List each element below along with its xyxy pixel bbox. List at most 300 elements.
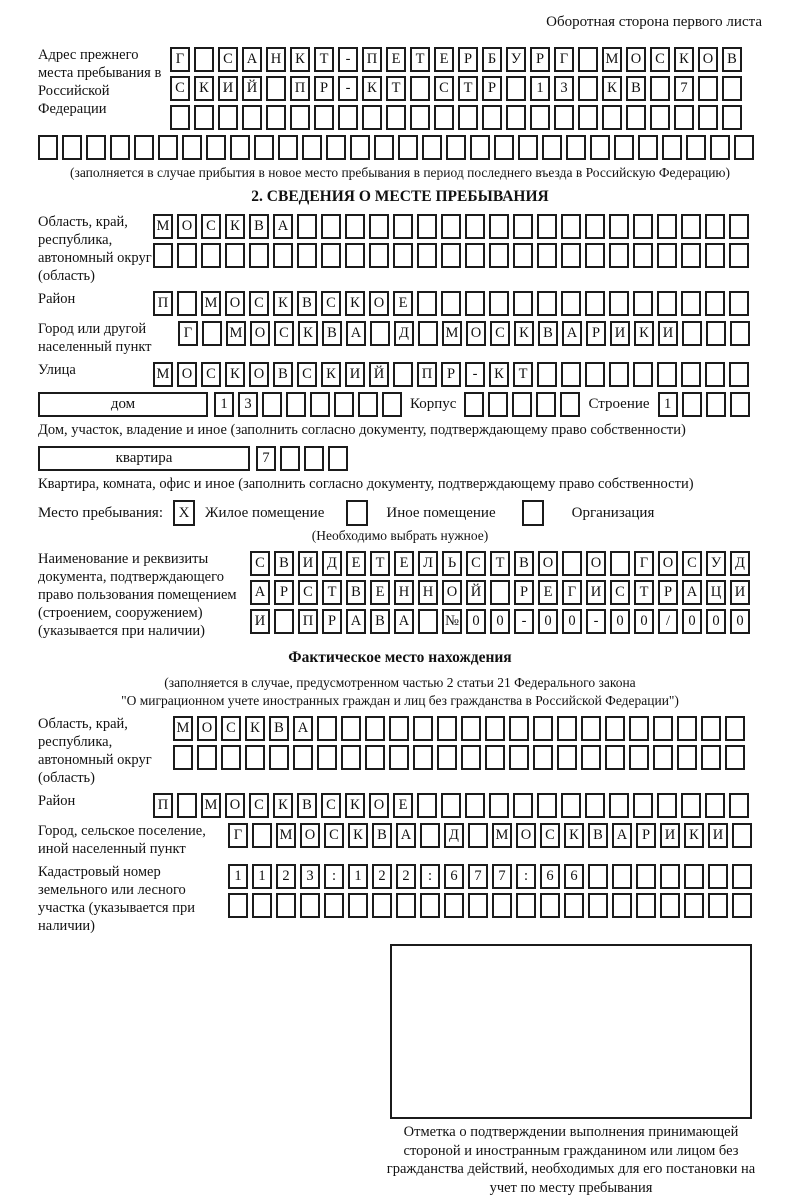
- char-cell: [684, 893, 704, 918]
- char-cell: [657, 793, 677, 818]
- char-cell: [341, 745, 361, 770]
- cadastral-label: Кадастровый номер земельного или лесного участка (указывается при наличии): [38, 864, 195, 935]
- char-cell: С: [249, 793, 269, 818]
- char-cell: [561, 243, 581, 268]
- char-cell: [417, 793, 437, 818]
- street-line: [38, 362, 762, 387]
- char-cell: [578, 105, 598, 130]
- char-cell: [612, 893, 632, 918]
- char-cell: [410, 76, 430, 101]
- char-cell: [134, 135, 154, 160]
- char-cell: [530, 105, 550, 130]
- char-cell: А: [346, 609, 366, 634]
- char-cell: [302, 135, 322, 160]
- char-cell: С: [682, 551, 702, 576]
- char-cell: [533, 716, 553, 741]
- char-row-korpus: [464, 392, 580, 417]
- char-cell: [542, 135, 562, 160]
- char-cell: [660, 864, 680, 889]
- char-cell: :: [516, 864, 536, 889]
- char-cell: [682, 392, 702, 417]
- char-cell: [609, 214, 629, 239]
- char-cell: -: [586, 609, 606, 634]
- char-cell: К: [674, 47, 694, 72]
- char-cell: [345, 243, 365, 268]
- char-cell: К: [290, 47, 310, 72]
- char-cell: С: [201, 362, 221, 387]
- char-cell: [396, 893, 416, 918]
- char-cell: [334, 392, 354, 417]
- char-cell: [537, 291, 557, 316]
- char-cell: Г: [178, 321, 198, 346]
- char-cell: Д: [730, 551, 750, 576]
- char-cell: 1: [214, 392, 234, 417]
- residence-checkbox-dwelling: X: [173, 500, 195, 526]
- char-cell: [554, 105, 574, 130]
- char-cell: М: [442, 321, 462, 346]
- char-cell: [485, 745, 505, 770]
- actual-city-line: [38, 823, 762, 859]
- char-cell: П: [362, 47, 382, 72]
- char-cell: [605, 745, 625, 770]
- char-cell: [581, 716, 601, 741]
- char-cell: [252, 893, 272, 918]
- char-cell: М: [173, 716, 193, 741]
- char-cell: [177, 243, 197, 268]
- cadastral-line: [38, 864, 762, 936]
- char-cell: Т: [314, 47, 334, 72]
- house-line: [38, 392, 762, 417]
- char-cell: С: [170, 76, 190, 101]
- char-cell: 1: [252, 864, 272, 889]
- char-cell: [489, 793, 509, 818]
- region-label: Область, край, республика, автономный округ (область): [38, 214, 152, 285]
- char-cell: С: [466, 551, 486, 576]
- char-cell: [657, 362, 677, 387]
- char-cell: [262, 392, 282, 417]
- page-title: Оборотная сторона первого листа: [546, 14, 762, 30]
- char-cell: [729, 793, 749, 818]
- char-cell: [372, 893, 392, 918]
- char-row-document-1: [250, 551, 750, 576]
- residence-type-line: [38, 500, 762, 526]
- char-cell: [705, 362, 725, 387]
- char-cell: Г: [228, 823, 248, 848]
- char-cell: [218, 105, 238, 130]
- char-cell: А: [394, 609, 414, 634]
- char-cell: [706, 392, 726, 417]
- residence-checkbox-organization: [522, 500, 544, 526]
- char-cell: Е: [370, 580, 390, 605]
- char-cell: [730, 321, 750, 346]
- char-cell: Т: [458, 76, 478, 101]
- char-cell: 0: [610, 609, 630, 634]
- char-cell: [465, 243, 485, 268]
- char-cell: [389, 716, 409, 741]
- char-cell: В: [297, 793, 317, 818]
- char-cell: [382, 392, 402, 417]
- char-cell: [230, 135, 250, 160]
- char-cell: №: [442, 609, 462, 634]
- char-cell: [537, 214, 557, 239]
- char-cell: Р: [514, 580, 534, 605]
- char-cell: 7: [468, 864, 488, 889]
- char-cell: [677, 745, 697, 770]
- korpus-label: Корпус: [410, 396, 457, 412]
- char-cell: И: [660, 823, 680, 848]
- district-line: [38, 291, 762, 316]
- char-cell: Р: [274, 580, 294, 605]
- char-row-street: [153, 362, 749, 387]
- char-cell: [602, 105, 622, 130]
- char-cell: О: [466, 321, 486, 346]
- char-cell: [509, 716, 529, 741]
- char-cell: [653, 716, 673, 741]
- char-cell: [422, 135, 442, 160]
- char-cell: :: [324, 864, 344, 889]
- char-cell: [461, 745, 481, 770]
- char-cell: -: [338, 76, 358, 101]
- char-cell: [177, 291, 197, 316]
- char-cell: [437, 745, 457, 770]
- char-cell: [730, 392, 750, 417]
- char-cell: [434, 105, 454, 130]
- char-cell: К: [273, 291, 293, 316]
- char-cell: [386, 105, 406, 130]
- char-cell: П: [298, 609, 318, 634]
- char-cell: О: [177, 362, 197, 387]
- char-cell: М: [276, 823, 296, 848]
- char-cell: [722, 76, 742, 101]
- char-row-stroenie: [658, 392, 750, 417]
- char-cell: С: [274, 321, 294, 346]
- char-cell: [293, 745, 313, 770]
- char-cell: [725, 745, 745, 770]
- char-cell: [516, 893, 536, 918]
- char-cell: К: [225, 362, 245, 387]
- char-cell: М: [201, 291, 221, 316]
- char-cell: [657, 243, 677, 268]
- char-cell: А: [293, 716, 313, 741]
- house-note: Дом, участок, владение и иное (заполнить согласно документу, подтверждающему право собственности): [38, 422, 686, 438]
- char-cell: [314, 105, 334, 130]
- char-cell: [420, 823, 440, 848]
- char-cell: А: [396, 823, 416, 848]
- char-row-district: [153, 291, 749, 316]
- char-cell: О: [626, 47, 646, 72]
- char-cell: Т: [370, 551, 390, 576]
- char-cell: Й: [369, 362, 389, 387]
- char-cell: Р: [441, 362, 461, 387]
- char-cell: :: [420, 864, 440, 889]
- char-cell: [657, 214, 677, 239]
- char-cell: [585, 243, 605, 268]
- char-cell: 2: [372, 864, 392, 889]
- char-cell: Б: [482, 47, 502, 72]
- char-cell: Р: [458, 47, 478, 72]
- char-cell: С: [324, 823, 344, 848]
- char-cell: 1: [348, 864, 368, 889]
- char-cell: [705, 214, 725, 239]
- char-cell: С: [321, 793, 341, 818]
- char-cell: [729, 362, 749, 387]
- char-cell: В: [372, 823, 392, 848]
- char-cell: [509, 745, 529, 770]
- char-cell: Р: [586, 321, 606, 346]
- char-row-region-2: [153, 243, 749, 268]
- char-cell: [609, 362, 629, 387]
- char-cell: [310, 392, 330, 417]
- char-cell: О: [225, 793, 245, 818]
- char-cell: С: [540, 823, 560, 848]
- char-row-prev-4: [38, 135, 754, 160]
- char-cell: [206, 135, 226, 160]
- char-cell: [492, 893, 512, 918]
- char-cell: Т: [386, 76, 406, 101]
- char-cell: О: [586, 551, 606, 576]
- char-cell: [705, 291, 725, 316]
- char-cell: К: [225, 214, 245, 239]
- char-cell: [417, 291, 437, 316]
- residence-option-organization-label: Организация: [571, 504, 655, 521]
- char-cell: А: [682, 580, 702, 605]
- char-cell: Г: [562, 580, 582, 605]
- document-line: [38, 551, 762, 641]
- char-cell: В: [370, 609, 390, 634]
- actual-region-rows: [173, 716, 745, 770]
- char-cell: С: [610, 580, 630, 605]
- char-cell: [610, 551, 630, 576]
- char-cell: [650, 105, 670, 130]
- char-cell: [86, 135, 106, 160]
- char-cell: [441, 214, 461, 239]
- char-cell: [413, 745, 433, 770]
- char-cell: [177, 793, 197, 818]
- char-cell: О: [516, 823, 536, 848]
- char-cell: [732, 823, 752, 848]
- region-line: [38, 214, 762, 286]
- char-cell: С: [250, 551, 270, 576]
- char-cell: К: [298, 321, 318, 346]
- char-row-actual-district: [153, 793, 749, 818]
- char-cell: К: [273, 793, 293, 818]
- char-cell: [657, 291, 677, 316]
- stroenie-label: Строение: [588, 396, 650, 412]
- char-row-prev-1: [170, 47, 742, 72]
- char-cell: [374, 135, 394, 160]
- char-cell: [482, 105, 502, 130]
- apartment-line: [38, 446, 762, 471]
- char-cell: [389, 745, 409, 770]
- prev-address-extra-row: [38, 135, 762, 160]
- char-cell: [605, 716, 625, 741]
- char-cell: [398, 135, 418, 160]
- char-cell: В: [626, 76, 646, 101]
- char-cell: [609, 291, 629, 316]
- char-cell: -: [514, 609, 534, 634]
- char-cell: В: [538, 321, 558, 346]
- char-cell: Т: [490, 551, 510, 576]
- char-cell: О: [698, 47, 718, 72]
- char-cell: [62, 135, 82, 160]
- char-cell: Е: [386, 47, 406, 72]
- char-cell: И: [345, 362, 365, 387]
- char-cell: Т: [634, 580, 654, 605]
- char-cell: [540, 893, 560, 918]
- char-cell: [197, 745, 217, 770]
- char-cell: [228, 893, 248, 918]
- char-cell: Е: [346, 551, 366, 576]
- char-cell: [362, 105, 382, 130]
- char-cell: [677, 716, 697, 741]
- char-cell: 6: [444, 864, 464, 889]
- char-cell: [633, 362, 653, 387]
- char-cell: Т: [513, 362, 533, 387]
- char-cell: [732, 864, 752, 889]
- char-cell: 0: [706, 609, 726, 634]
- char-cell: [324, 893, 344, 918]
- char-cell: И: [610, 321, 630, 346]
- char-cell: [225, 243, 245, 268]
- char-cell: Д: [322, 551, 342, 576]
- char-cell: К: [634, 321, 654, 346]
- char-cell: Т: [410, 47, 430, 72]
- char-cell: [681, 793, 701, 818]
- char-cell: [506, 76, 526, 101]
- char-row-prev-3: [170, 105, 742, 130]
- actual-region-label: Область, край, республика, автономный округ (область): [38, 716, 152, 787]
- char-cell: [636, 893, 656, 918]
- char-cell: [350, 135, 370, 160]
- char-cell: [321, 243, 341, 268]
- char-cell: [536, 392, 556, 417]
- char-cell: [297, 243, 317, 268]
- stamp-area: [380, 944, 762, 1197]
- char-row-actual-region-1: [173, 716, 745, 741]
- char-cell: [729, 214, 749, 239]
- char-cell: 7: [492, 864, 512, 889]
- char-cell: [722, 105, 742, 130]
- char-cell: [612, 864, 632, 889]
- char-cell: [326, 135, 346, 160]
- char-cell: [254, 135, 274, 160]
- char-cell: [446, 135, 466, 160]
- char-cell: О: [249, 362, 269, 387]
- char-cell: К: [684, 823, 704, 848]
- char-cell: [705, 793, 725, 818]
- char-cell: [513, 291, 533, 316]
- residence-option-dwelling-label: Жилое помещение: [205, 504, 325, 521]
- char-cell: [705, 243, 725, 268]
- char-cell: [684, 864, 704, 889]
- actual-location-title: Фактическое место нахождения: [288, 649, 512, 667]
- char-cell: Г: [554, 47, 574, 72]
- char-cell: [418, 609, 438, 634]
- char-cell: М: [201, 793, 221, 818]
- char-cell: [245, 745, 265, 770]
- char-cell: [506, 105, 526, 130]
- char-cell: [182, 135, 202, 160]
- char-cell: В: [322, 321, 342, 346]
- char-cell: [158, 135, 178, 160]
- char-cell: Е: [393, 793, 413, 818]
- char-cell: [686, 135, 706, 160]
- char-cell: 6: [564, 864, 584, 889]
- char-cell: Е: [393, 291, 413, 316]
- char-cell: К: [321, 362, 341, 387]
- char-cell: Е: [394, 551, 414, 576]
- prev-address-note: (заполняется в случае прибытия в новое место пребывания в период последнего въезда в Российскую Федерацию): [69, 165, 731, 180]
- char-cell: [681, 243, 701, 268]
- char-cell: [413, 716, 433, 741]
- char-cell: О: [369, 793, 389, 818]
- char-cell: И: [586, 580, 606, 605]
- char-row-region-1: [153, 214, 749, 239]
- char-row-apartment: [256, 446, 348, 471]
- char-cell: [701, 745, 721, 770]
- char-cell: Д: [444, 823, 464, 848]
- document-label: Наименование и реквизиты документа, подтверждающего право пользования помещением (строением, сооружением) (указывается при наличии): [38, 551, 237, 640]
- char-cell: 0: [538, 609, 558, 634]
- char-cell: К: [489, 362, 509, 387]
- char-cell: [513, 793, 533, 818]
- char-cell: К: [194, 76, 214, 101]
- district-label: Район: [38, 291, 76, 308]
- char-cell: С: [297, 362, 317, 387]
- char-cell: [512, 392, 532, 417]
- char-cell: [633, 214, 653, 239]
- actual-location-note-1: (заполняется в случае, предусмотренном частью 2 статьи 21 Федерального закона: [164, 675, 636, 691]
- char-cell: -: [465, 362, 485, 387]
- char-cell: [494, 135, 514, 160]
- char-cell: В: [274, 551, 294, 576]
- char-cell: [489, 291, 509, 316]
- char-cell: Е: [434, 47, 454, 72]
- char-cell: Й: [466, 580, 486, 605]
- char-cell: [266, 76, 286, 101]
- char-cell: [636, 864, 656, 889]
- char-cell: [345, 214, 365, 239]
- char-cell: Р: [658, 580, 678, 605]
- char-cell: В: [722, 47, 742, 72]
- char-cell: 0: [466, 609, 486, 634]
- char-cell: [609, 243, 629, 268]
- char-cell: [420, 893, 440, 918]
- char-cell: [437, 716, 457, 741]
- char-cell: Л: [418, 551, 438, 576]
- char-cell: [488, 392, 508, 417]
- char-cell: [626, 105, 646, 130]
- residence-option-other-label: Иное помещение: [386, 504, 496, 521]
- char-cell: Г: [170, 47, 190, 72]
- char-cell: [588, 864, 608, 889]
- char-cell: [590, 135, 610, 160]
- char-cell: Н: [266, 47, 286, 72]
- char-cell: М: [602, 47, 622, 72]
- char-cell: [393, 214, 413, 239]
- char-cell: [729, 291, 749, 316]
- char-cell: [194, 105, 214, 130]
- char-cell: [290, 105, 310, 130]
- char-cell: С: [434, 76, 454, 101]
- char-cell: С: [321, 291, 341, 316]
- char-cell: [338, 105, 358, 130]
- char-cell: Ь: [442, 551, 462, 576]
- char-cell: [418, 321, 438, 346]
- char-cell: 1: [658, 392, 678, 417]
- char-cell: [562, 551, 582, 576]
- char-cell: М: [492, 823, 512, 848]
